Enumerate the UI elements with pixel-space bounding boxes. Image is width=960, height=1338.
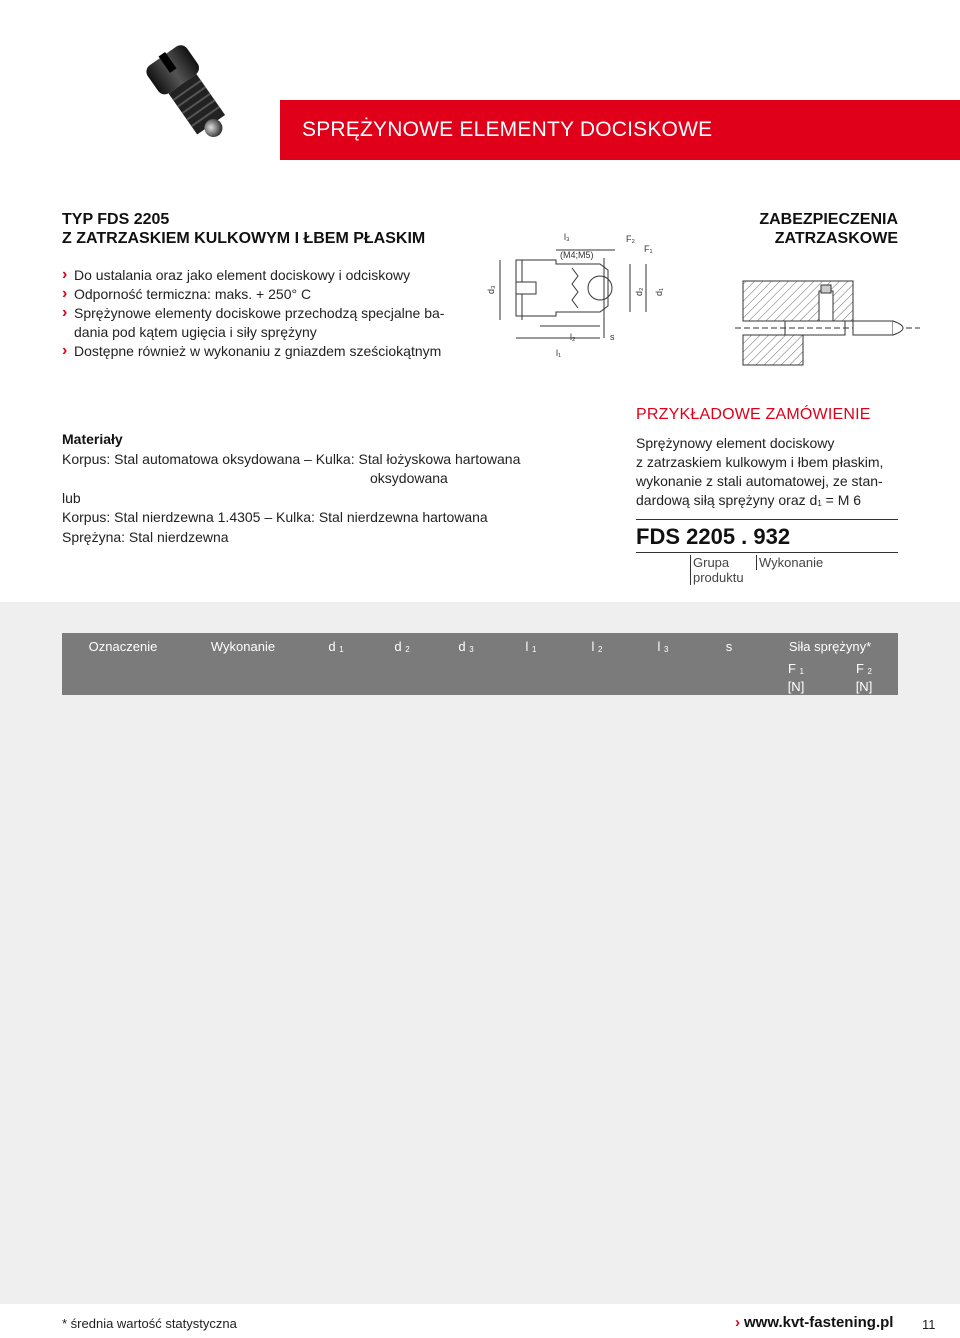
spec-table (62, 633, 898, 695)
safety-catch-drawing (735, 275, 920, 375)
col-header: Wykonanie (184, 633, 302, 659)
col-subheader-f1: F $_1$ [N] (762, 659, 830, 695)
label-l2: l₂ (570, 332, 576, 342)
table-subheader-row (62, 659, 898, 695)
type-heading (62, 210, 425, 248)
page-number: 11 (922, 1317, 936, 1332)
website-text: www.kvt-fastening.pl (744, 1314, 894, 1331)
list-item: › Sprężynowe elementy dociskowe przechodzą specjalne ba- dania pod kątem ugięcia i siły sprężyny (62, 304, 472, 342)
materials-title: Materiały (62, 431, 123, 447)
table-header-row (62, 633, 898, 659)
col-header: l $_3$ (630, 633, 696, 659)
label-f2: F₂ (626, 234, 635, 244)
label-m: (M4;M5) (560, 250, 594, 260)
order-example (636, 406, 898, 587)
order-description: Sprężynowy element dociskowy z zatrzaskiem kulkowym i łbem płaskim, wykonanie z stali automatowej, ze stan- dardową siłą sprężyny oraz $d_1 = M$ 6 (636, 435, 884, 508)
type-code: TYP FDS 2205 (62, 211, 170, 228)
feature-list (62, 266, 472, 361)
footnote: * średnia wartość statystyczna (62, 1316, 237, 1331)
order-code: FDS 2205 . 932 (636, 524, 791, 549)
divider (636, 519, 898, 520)
label-d1: d₁ (654, 287, 664, 296)
safety-line1: ZABEZPIECZENIA (759, 211, 898, 228)
materials-line1b: oksydowana (370, 470, 448, 486)
label-s: s (610, 332, 615, 342)
label-d2: d₂ (634, 287, 644, 296)
col-header: s (696, 633, 762, 659)
label-f1: F₁ (644, 244, 653, 254)
col-header: d $_2$ (370, 633, 434, 659)
label-l3: l₃ (564, 232, 570, 242)
label-d3: d₃ (486, 285, 496, 294)
technical-drawing (480, 228, 670, 368)
safety-heading (759, 210, 898, 248)
legend-variant: Wykonanie (756, 555, 823, 570)
col-header: d $_3$ (434, 633, 498, 659)
spec-table-wrapper (62, 633, 898, 695)
materials-or: lub (62, 489, 81, 506)
list-item: › Do ustalania oraz jako element dociskowy i odciskowy (62, 266, 472, 285)
col-header: Siła sprężyny* (762, 633, 898, 659)
col-header: d $_1$ (302, 633, 370, 659)
page-title: SPRĘŻYNOWE ELEMENTY DOCISKOWE (302, 118, 713, 141)
col-header: l $_1$ (498, 633, 564, 659)
materials-section (62, 430, 582, 547)
materials-line1: Korpus: Stal automatowa oksydowana – Kulka: Stal łożyskowa hartowana (62, 450, 521, 467)
list-item: › Odporność termiczna: maks. + 250° C (62, 285, 472, 304)
type-description: Z ZATRZASKIEM KULKOWYM I ŁBEM PŁASKIM (62, 230, 426, 247)
title-bar (280, 100, 960, 160)
website-link[interactable] (735, 1314, 893, 1331)
code-legend (636, 553, 898, 587)
label-l1: l₁ (556, 348, 562, 358)
list-item: › Dostępne również w wykonaniu z gniazdem sześciokątnym (62, 342, 472, 361)
materials-line2: Korpus: Stal nierdzewna 1.4305 – Kulka: Stal nierdzewna hartowana (62, 509, 488, 525)
col-header: l $_2$ (564, 633, 630, 659)
arrow-icon: › (735, 1314, 740, 1331)
materials-line3: Sprężyna: Stal nierdzewna (62, 528, 229, 545)
product-photo (120, 38, 260, 158)
col-header: Oznaczenie (62, 633, 184, 659)
safety-line2: ZATRZASKOWE (774, 230, 898, 247)
col-subheader-f2: F $_2$ [N] (830, 659, 898, 695)
header-banner (0, 0, 960, 160)
legend-product-group: Grupa produktu (690, 555, 744, 585)
order-title: PRZYKŁADOWE ZAMÓWIENIE (636, 406, 871, 423)
table-background (0, 602, 960, 1304)
